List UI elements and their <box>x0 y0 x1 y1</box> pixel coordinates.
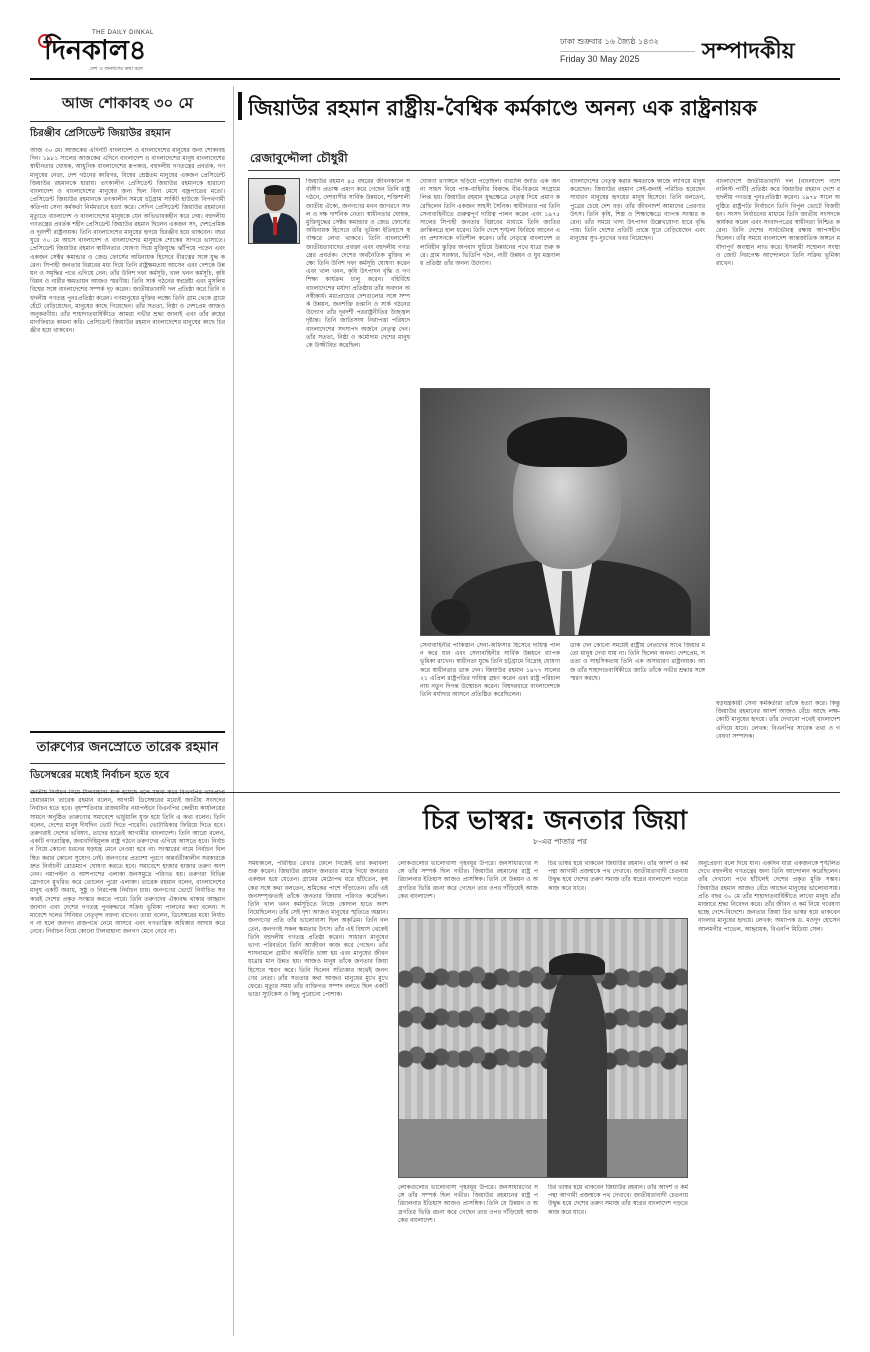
microphone-icon <box>431 599 471 635</box>
left-kicker: চিরঞ্জীব প্রেসিডেন্ট জিয়াউর রহমান <box>30 128 171 139</box>
date-bangla: ঢাকা শুক্রবার ১৬ জ্যৈষ্ঠ ১৪৩২ <box>560 36 695 52</box>
section-divider <box>30 792 840 793</box>
masthead-divider <box>30 78 840 80</box>
article-column-2: ঘোষণা রণাঙ্গনে ছড়িয়ে পড়েছিল। বাঙালি জাতি এক অনন্য সাহস নিয়ে পাক-বাহিনীর বিরুদ্ধে বীর-বিক্রমে সংগ্রামে লিপ্ত হয়। জিয়াউর রহমান যুদ্ধক্ষেত্রে নেতৃত্ব দিয়ে প্রমাণ করেছিলেন তিনি একজন সাহসী সৈনিক। স্বাধীনতার পর তিনি সেনাবাহিনীতে গুরুত্বপূর্ণ দায়িত্ব পালন করেন এবং ১৯৭৫ সালের সিপাহী জনতার বিপ্লবের মাধ্যমে তিনি জাতির ক্রান্তিলগ্নে হাল ধরেন। তিনি দেশে শৃঙ্খলা ফিরিয়ে আনেন এবং প্রশাসনকে গতিশীল করেন। তাঁর নেতৃত্বে বাংলাদেশ তলাবিহীন ঝুড়ির অপবাদ ঘুচিয়ে উন্নয়নের পথে যাত্রা শুরু করে। গ্রাম সরকার, ভিডিপি গঠন, নারী উন্নয়ন ও যুব মন্ত্রণালয় প্রতিষ্ঠা তাঁর অনন্য উদ্যোগ। <box>420 178 560 268</box>
left-article-body: আজ ৩০ মে। আজকের এদিনটি বাংলাদেশ ও বাংলাদেশের মানুষের জন্য শোকাবহ দিন। ১৯৮১ সালের আজকের এদিনে বাংলাদেশ ও বাংলাদেশের মানুষ বাংলাদেশের স্বাধীনতার ঘোষক, আধুনিক বাংলাদেশের রূপকার, বহুদলীয় গণতন্ত্রের প্রবর্তক, গণমানুষের নেতা, দেশ গঠনের কারিগর, বিশ্বের শ্রেষ্ঠতম মানুষের একজন প্রেসিডেন্ট জিয়াউর রহমানকে হারায়। তৎকালীন প্রেসিডেন্ট জিয়াউর রহমানকে হারানো বাংলাদেশ ও বাংলাদেশের মানুষের জন্য ছিল বিনা মেঘে বজ্রপাতের মতো। প্রেসিডেন্ট জিয়াউর রহমানকে তৎকালীন সময়ে চট্টগ্রাম সার্কিট হাউজে বিপথগামী কতিপয় সেনা কর্মকর্তা নির্মমভাবে হত্যা করে। সেদিন প্রেসিডেন্ট জিয়াউর রহমানের মৃত্যুতে বাংলাদেশ ও বাংলাদেশের মানুষকে যেন অভিভাবকহীন করে দেয়। বহুদলীয় গণতন্ত্রের প্রবর্তক শহীদ প্রেসিডেন্ট জিয়াউর রহমান ছিলেন একজন সৎ, দেশপ্রেমিক ও দূরদর্শী রাষ্ট্রনায়ক। তিনি বাংলাদেশের মানুষের হৃদয়ে চিরঞ্জীব হয়ে থাকবেন। বছর ঘুরে ৩০ মে আসে বাংলাদেশ ও বাংলাদেশের মানুষকে শোকের সাগরে ভাসাতে। প্রেসিডেন্ট জিয়াউর রহমান স্বাধীনতার ঘোষণা দিয়ে মুক্তিযুদ্ধে ঝাঁপিয়ে পড়েন এবং একজন সেক্টর কমান্ডার ও জেড ফোর্সের অধিনায়ক হিসেবে বীরত্বের সঙ্গে যুদ্ধ করেন। সিপাহী জনতার বিপ্লবের মধ্য দিয়ে তিনি রাষ্ট্রক্ষমতায় আসেন এবং দেশকে উন্নয়ন ও সমৃদ্ধির পথে এগিয়ে নেন। তাঁর উনিশ দফা কর্মসূচি, খাল খনন কর্মসূচি, কৃষি বিপ্লব ও নারীর ক্ষমতায়ন আজও স্মরণীয়। তিনি সার্ক গঠনের স্বপ্নদ্রষ্টা এবং মুসলিম বিশ্বের সঙ্গে বাংলাদেশের সম্পর্ক দৃঢ় করেন। জাতীয়তাবাদী দল প্রতিষ্ঠা করে তিনি বহুদলীয় গণতন্ত্র পুনঃপ্রতিষ্ঠা করেন। গণমানুষের মুক্তির লক্ষ্যে তিনি গ্রাম থেকে গ্রামে হেঁটে বেড়িয়েছেন, মানুষের কাছে গিয়েছেন। তাঁর সততা, নিষ্ঠা ও দেশপ্রেম আজও অনুকরণীয়। তাঁর শাহাদাতবার্ষিকীতে আমরা গভীর শ্রদ্ধা জানাই এবং তাঁর রুহের মাগফিরাত কামনা করি। প্রেসিডেন্ট জিয়াউর রহমান বাংলাদেশের মানুষের কাছে চিরঞ্জীব হয়ে থাকবেন। <box>30 147 225 335</box>
masthead <box>0 0 870 84</box>
dateline <box>560 36 695 64</box>
newspaper-logo[interactable] <box>30 30 180 72</box>
continued-from: ৮-এর পাতার পর <box>533 837 587 846</box>
main-headline: জিয়াউর রহমান রাষ্ট্রীয়-বৈশ্বিক কর্মকাণ্ডে অনন্য এক রাষ্ট্রনায়ক <box>248 96 757 120</box>
article-column-3: বাংলাদেশের নেতৃত্ব করার ক্ষমতাকে কাজে লাগিয়ে মানুষ করেছেন। জিয়াউর রহমান সেই-জন্যই পরিচিত হয়েছেন সাধারণ মানুষের হৃদয়ের মানুষ হিসেবে। তিনি বলতেন, পুত্রের চেয়ে দেশ বড়। তাঁর জীবনাদর্শ আমাদের প্রেরণার উৎস। তিনি কৃষি, শিল্প ও শিক্ষাক্ষেত্রে ব্যাপক সংস্কার করেন। তাঁর সময়ে খাদ্য উৎপাদন উল্লেখযোগ্য হারে বৃদ্ধি পায়। তিনি দেশের প্রতিটি প্রান্তে ঘুরে বেড়িয়েছেন এবং মানুষের সুখ-দুঃখের খবর নিয়েছেন। <box>570 178 705 243</box>
second-left-kicker: ডিসেম্বরের মধ্যেই নির্বাচন হতে হবে <box>30 770 170 781</box>
logo-english-text: THE DAILY DINKAL <box>92 30 154 36</box>
article-column-1: জিয়াউর রহমান ৪৫ বছরের জীবনকালে সর্বাঙ্গীণ প্রত্যক্ষ প্রমাণ করে গেছেন তিনি রাষ্ট্র গঠনে, দেশবাসীর সার্বিক উন্নয়নে, শক্তিশালী জাতীয় ঐক্যে, জনগণের মনন জাগরণে সফল ও দক্ষ দার্শনিক নেতা। স্বাধীনতার ঘোষক, মুক্তিযুদ্ধের সেক্টর কমান্ডার ও জেড ফোর্সের অধিনায়ক হিসেবে তাঁর ভূমিকা ইতিহাসে স্বর্ণাক্ষরে লেখা থাকবে। তিনি বাংলাদেশী জাতীয়তাবাদের প্রবক্তা এবং বহুদলীয় গণতন্ত্রের প্রবর্তক। দেশের অর্থনৈতিক মুক্তির লক্ষ্যে তিনি উনিশ দফা কর্মসূচি ঘোষণা করেন এবং খাল খনন, কৃষি উৎপাদন বৃদ্ধি ও গণশিক্ষা কার্যক্রম চালু করেন। বহির্বিশ্বে বাংলাদেশের মর্যাদা প্রতিষ্ঠায় তাঁর অবদান অনস্বীকার্য। মধ্যপ্রাচ্যের দেশগুলোর সঙ্গে সম্পর্ক উন্নয়ন, জনশক্তি রপ্তানি ও সার্ক গঠনের উদ্যোগ তাঁর দূরদর্শী পররাষ্ট্রনীতির উজ্জ্বল দৃষ্টান্ত। তিনি জাতিসংঘ নিরাপত্তা পরিষদে বাংলাদেশের সদস্যপদ অর্জনে নেতৃত্ব দেন। তাঁর সততা, নিষ্ঠা ও কর্মোদ্যম দেশের মানুষকে উজ্জীবিত করেছিল। <box>306 178 410 350</box>
column-divider <box>233 86 234 1336</box>
second-article-column-3: চির ভাস্বর হয়ে থাকবেন জিয়াউর রহমান। তাঁর আদর্শ ও কর্মপন্থা আগামী প্রজন্মকে পথ দেখাবে। জাতীয়তাবাদী চেতনায় উদ্বুদ্ধ হয়ে দেশের তরুণ সমাজ তাঁর স্বপ্নের বাংলাদেশ গড়তে কাজ করে যাবে। <box>548 860 688 892</box>
date-english: Friday 30 May 2025 <box>560 54 640 64</box>
ziaur-rahman-portrait-photo <box>420 388 710 636</box>
left-column <box>30 86 225 1309</box>
article-column-4: বাংলাদেশে জাতীয়তাবাদী দল (বাংলাদেশ ন্যাশনালিস্ট পার্টি) প্রতিষ্ঠা করে জিয়াউর রহমান দেশে বহুদলীয় গণতন্ত্র পুনঃপ্রতিষ্ঠা করেন। ১৯৭৮ সালে অনুষ্ঠিত রাষ্ট্রপতি নির্বাচনে তিনি বিপুল ভোটে বিজয়ী হন। সংসদ নির্বাচনের মাধ্যমে তিনি জাতীয় সংসদকে কার্যকর করেন এবং সংবাদপত্রের স্বাধীনতা নিশ্চিত করেন। তিনি দেশের সার্বভৌমত্ব রক্ষায় আপসহীন ছিলেন। তাঁর সময়ে বাংলাদেশ আন্তর্জাতিক অঙ্গনে মর্যাদাপূর্ণ অবস্থান লাভ করে। ইসলামী সম্মেলন সংস্থা ও জোট নিরপেক্ষ আন্দোলনে তিনি সক্রিয় ভূমিকা রাখেন। <box>716 178 840 268</box>
second-left-article-body: চেয়ারম্যান তারেক রহমান বলেন, আগামী ডিসেম্বরের মধ্যেই জাতীয় সংসদের নির্বাচন হতে হবে। বৃহস্পতিবার রাজধানীর নয়াপল্টনে বিএনপির কেন্দ্রীয় কার্যালয়ের সামনে অনুষ্ঠিত তারুণ্যের সমাবেশে ভার্চুয়ালি যুক্ত হয়ে তিনি এ কথা বলেন। তিনি বলেন, দেশের মানুষ দীর্ঘদিন ভোট দিতে পারেনি। ভোটাধিকার ফিরিয়ে দিতে হবে। তরুণরাই দেশের ভবিষ্যৎ, তাদের হাতেই আগামীর বাংলাদেশ। তিনি আরো বলেন, একটি গণতান্ত্রিক, জবাবদিহিমূলক রাষ্ট্র গঠনে তরুণদের এগিয়ে আসতে হবে। নির্বাচন নিয়ে কোনো ধরনের ষড়যন্ত্র মেনে নেওয়া হবে না। সংস্কারের নামে নির্বাচন বিলম্বিত করার কোনো সুযোগ নেই। জনগণের প্রত্যাশা পূরণে অন্তর্বর্তীকালীন সরকারকে দ্রুত নির্বাচনী রোডম্যাপ ঘোষণা করতে হবে। সমাবেশে হাজার হাজার তরুণ অংশ নেন। নয়াপল্টন ও আশপাশের এলাকা জনসমুদ্রে পরিণত হয়। তরুণরা বিভিন্ন স্লোগানে মুখরিত করে তোলেন পুরো এলাকা। তারেক রহমান বলেন, বাংলাদেশের মানুষ একটি অবাধ, সুষ্ঠু ও নিরপেক্ষ নির্বাচন চায়। জনগণের ভোটে নির্বাচিত সরকারই দেশের প্রকৃত সংস্কার করতে পারে। তিনি তরুণদের ঐক্যবদ্ধ থাকার আহ্বান জানান এবং দেশের গণতন্ত্র পুনরুদ্ধারে সক্রিয় ভূমিকা পালনের কথা বলেন। সমাবেশে দলের সিনিয়র নেতৃবৃন্দ বক্তব্য রাখেন। তারা বলেন, ডিসেম্বরের মধ্যে নির্বাচন না হলে জনগণ রাজপথে নেমে আসবে এবং গণতান্ত্রিক অধিকার আদায় করে নেবে। নির্বাচন নিয়ে কোনো টালবাহানা জনগণ মেনে নেবে না। <box>30 797 225 936</box>
headline-marker <box>238 92 242 120</box>
second-article-column-4: অনুপ্রেরণা বলে দিয়ে যান। একদিন যারা একজনকে শৃঙ্খলিত দেখে বহুদলীয় গণতন্ত্রের জন্য তিনি আন্দোলন করেছিলেন। তাঁর দেখানো পথে হাঁটলেই দেশের প্রকৃত মুক্তি সম্ভব। জিয়াউর রহমান আজও বেঁচে আছেন মানুষের ভালোবাসায়। প্রতি বছর ৩০ মে তাঁর শাহাদাতবার্ষিকীতে লাখো মানুষ তাঁর মাজারে শ্রদ্ধা নিবেদন করে। তাঁর জীবন ও কর্ম নিয়ে গবেষণা হচ্ছে দেশে-বিদেশে। জনতার জিয়া চির ভাস্বর হয়ে থাকবেন বাংলার মানুষের হৃদয়ে। লেখক: অধ্যাপক ড. মওদুদ হোসেন আলমগীর পাভেল, আহ্বায়ক, বিএনপি মিডিয়া সেল। <box>698 860 840 933</box>
logo-title: দিনকাল৪ <box>44 35 147 66</box>
article-column-6: ডাক দেন কোনো সময়েই রাষ্ট্রীয় নেতাদের সাথে জিয়ার মতো মানুষ দেখা যায় না। তিনি ছিলেন অনন্য। দেশপ্রেম, সততা ও সাহসিকতায় তিনি এক অসাধারণ রাষ্ট্রনায়ক। আজ তাঁর শাহাদাতবার্ষিকীতে জাতি তাঁকে গভীর শ্রদ্ধার সঙ্গে স্মরণ করছে। <box>570 642 705 682</box>
author-byline: রেজাবুদ্দৌলা চৌধুরী <box>250 151 348 165</box>
second-article-column-1: সময়কালে, পরিস্থিত রেখার ফেলে নিজেই তার কথাবলা শুরু করেন। জিয়াউর রহমান জনতার মাঝে গিয়ে জনতার একজন হয়ে যেতেন। গ্রামের মেঠোপথ ধরে হাঁটতেন, কৃষকের সঙ্গে কথা বলতেন, শ্রমিকের পাশে দাঁড়াতেন। তাঁর এই জনসম্পৃক্ততাই তাঁকে জনতার জিয়ায় পরিণত করেছিল। তিনি খাল খনন কর্মসূচিতে নিজে কোদাল হাতে অংশ নিয়েছিলেন। তাঁর সেই দৃশ্য আজও মানুষের স্মৃতিতে অম্লান। জনগণের প্রতি তাঁর ভালোবাসা ছিল অকৃত্রিম। তিনি বলতেন, জনগণই সকল ক্ষমতার উৎস। তাঁর এই বিশ্বাস থেকেই তিনি বহুদলীয় গণতন্ত্র প্রতিষ্ঠা করেন। সাধারণ মানুষের ভাগ্য পরিবর্তনে তিনি আজীবন কাজ করে গেছেন। তাঁর শাসনামলে গ্রামীণ অর্থনীতি চাঙ্গা হয় এবং মানুষের জীবনযাত্রার মান উন্নত হয়। আজও মানুষ তাঁকে জনতার জিয়া হিসেবে স্মরণ করে। তিনি ছিলেন সত্যিকার অর্থেই জনগণের নেতা। তাঁর সততার কথা আজও মানুষের মুখে মুখে ফেরে। মৃত্যুর সময় তাঁর ব্যক্তিগত সম্পদ বলতে ছিল একটি ভাঙা স্যুটকেস ও কিছু পুরোনো পোশাক। <box>248 860 388 999</box>
article-column-5: সেনাবাহিনীর পাকিস্তান সেনা-অফিসার হিসেবে দায়িত্ব পালন করে যান এবং সেনাবাহিনীর সার্বিক উন্নয়নে ব্যাপক ভূমিকা রাখেন। স্বাধীনতা যুদ্ধে তিনি চট্টগ্রামে বিদ্রোহ ঘোষণা করে স্বাধীনতার ডাক দেন। জিয়াউর রহমান ১৯৭৭ সালের ২১ এপ্রিল রাষ্ট্রপতির দায়িত্ব গ্রহণ করেন এবং রাষ্ট্র পরিচালনায় নতুন দিগন্ত উন্মোচন করেন। বিশ্বদরবারে বাংলাদেশকে তিনি মর্যাদার আসনে প্রতিষ্ঠিত করেছিলেন। <box>420 642 560 699</box>
second-left-headline: তারুণ্যের জনস্রোতে তারেক রহমান <box>30 731 225 764</box>
second-article-column-6: চির ভাস্বর হয়ে থাকবেন জিয়াউর রহমান। তাঁর আদর্শ ও কর্মপন্থা আগামী প্রজন্মকে পথ দেখাবে। জাতীয়তাবাদী চেতনায় উদ্বুদ্ধ হয়ে দেশের তরুণ সমাজ তাঁর স্বপ্নের বাংলাদেশ গড়তে কাজ করে যাবে। <box>548 1184 688 1216</box>
second-article-column-5: লোকগুলোর ভালোবাসা গৃহবধূর উপরে। জনসাধারণের সঙ্গে তাঁর সম্পর্ক ছিল গভীর। জিয়াউর রহমানের রাষ্ট্র পরিচালনার ইতিহাস আজও প্রাসঙ্গিক। তিনি যে উন্নয়ন ও অগ্রগতির ভিত্তি রচনা করে গেছেন তার ওপর দাঁড়িয়েই আজকের বাংলাদেশ। <box>398 1184 538 1224</box>
author-photo <box>248 178 300 244</box>
second-headline: চির ভাস্বর: জনতার জিয়া <box>422 806 688 836</box>
left-headline: আজ শোকাবহ ৩০ মে <box>30 86 225 122</box>
crowd-rally-photo <box>398 918 688 1178</box>
logo-tagline: দেশ ও জনগণের কথা বলে <box>90 66 143 72</box>
byline-divider <box>248 170 840 171</box>
section-title: সম্পাদকীয় <box>702 39 795 64</box>
article-column-7: ষড়যন্ত্রকারী সেনা কর্মকর্তারা তাঁকে হত্যা করে। কিন্তু জিয়াউর রহমানের আদর্শ আজও বেঁচে আছে লক্ষ-কোটি মানুষের হৃদয়ে। তাঁর দেখানো পথেই বাংলাদেশ এগিয়ে যাবে। লেখক: বিএনপির সাবেক তথ্য ও গবেষণা সম্পাদক। <box>716 700 840 740</box>
second-article-column-2: লোকগুলোর ভালোবাসা গৃহবধূর উপরে। জনসাধারণের সঙ্গে তাঁর সম্পর্ক ছিল গভীর। জিয়াউর রহমানের রাষ্ট্র পরিচালনার ইতিহাস আজও প্রাসঙ্গিক। তিনি যে উন্নয়ন ও অগ্রগতির ভিত্তি রচনা করে গেছেন তার ওপর দাঁড়িয়েই আজকের বাংলাদেশ। <box>398 860 538 900</box>
